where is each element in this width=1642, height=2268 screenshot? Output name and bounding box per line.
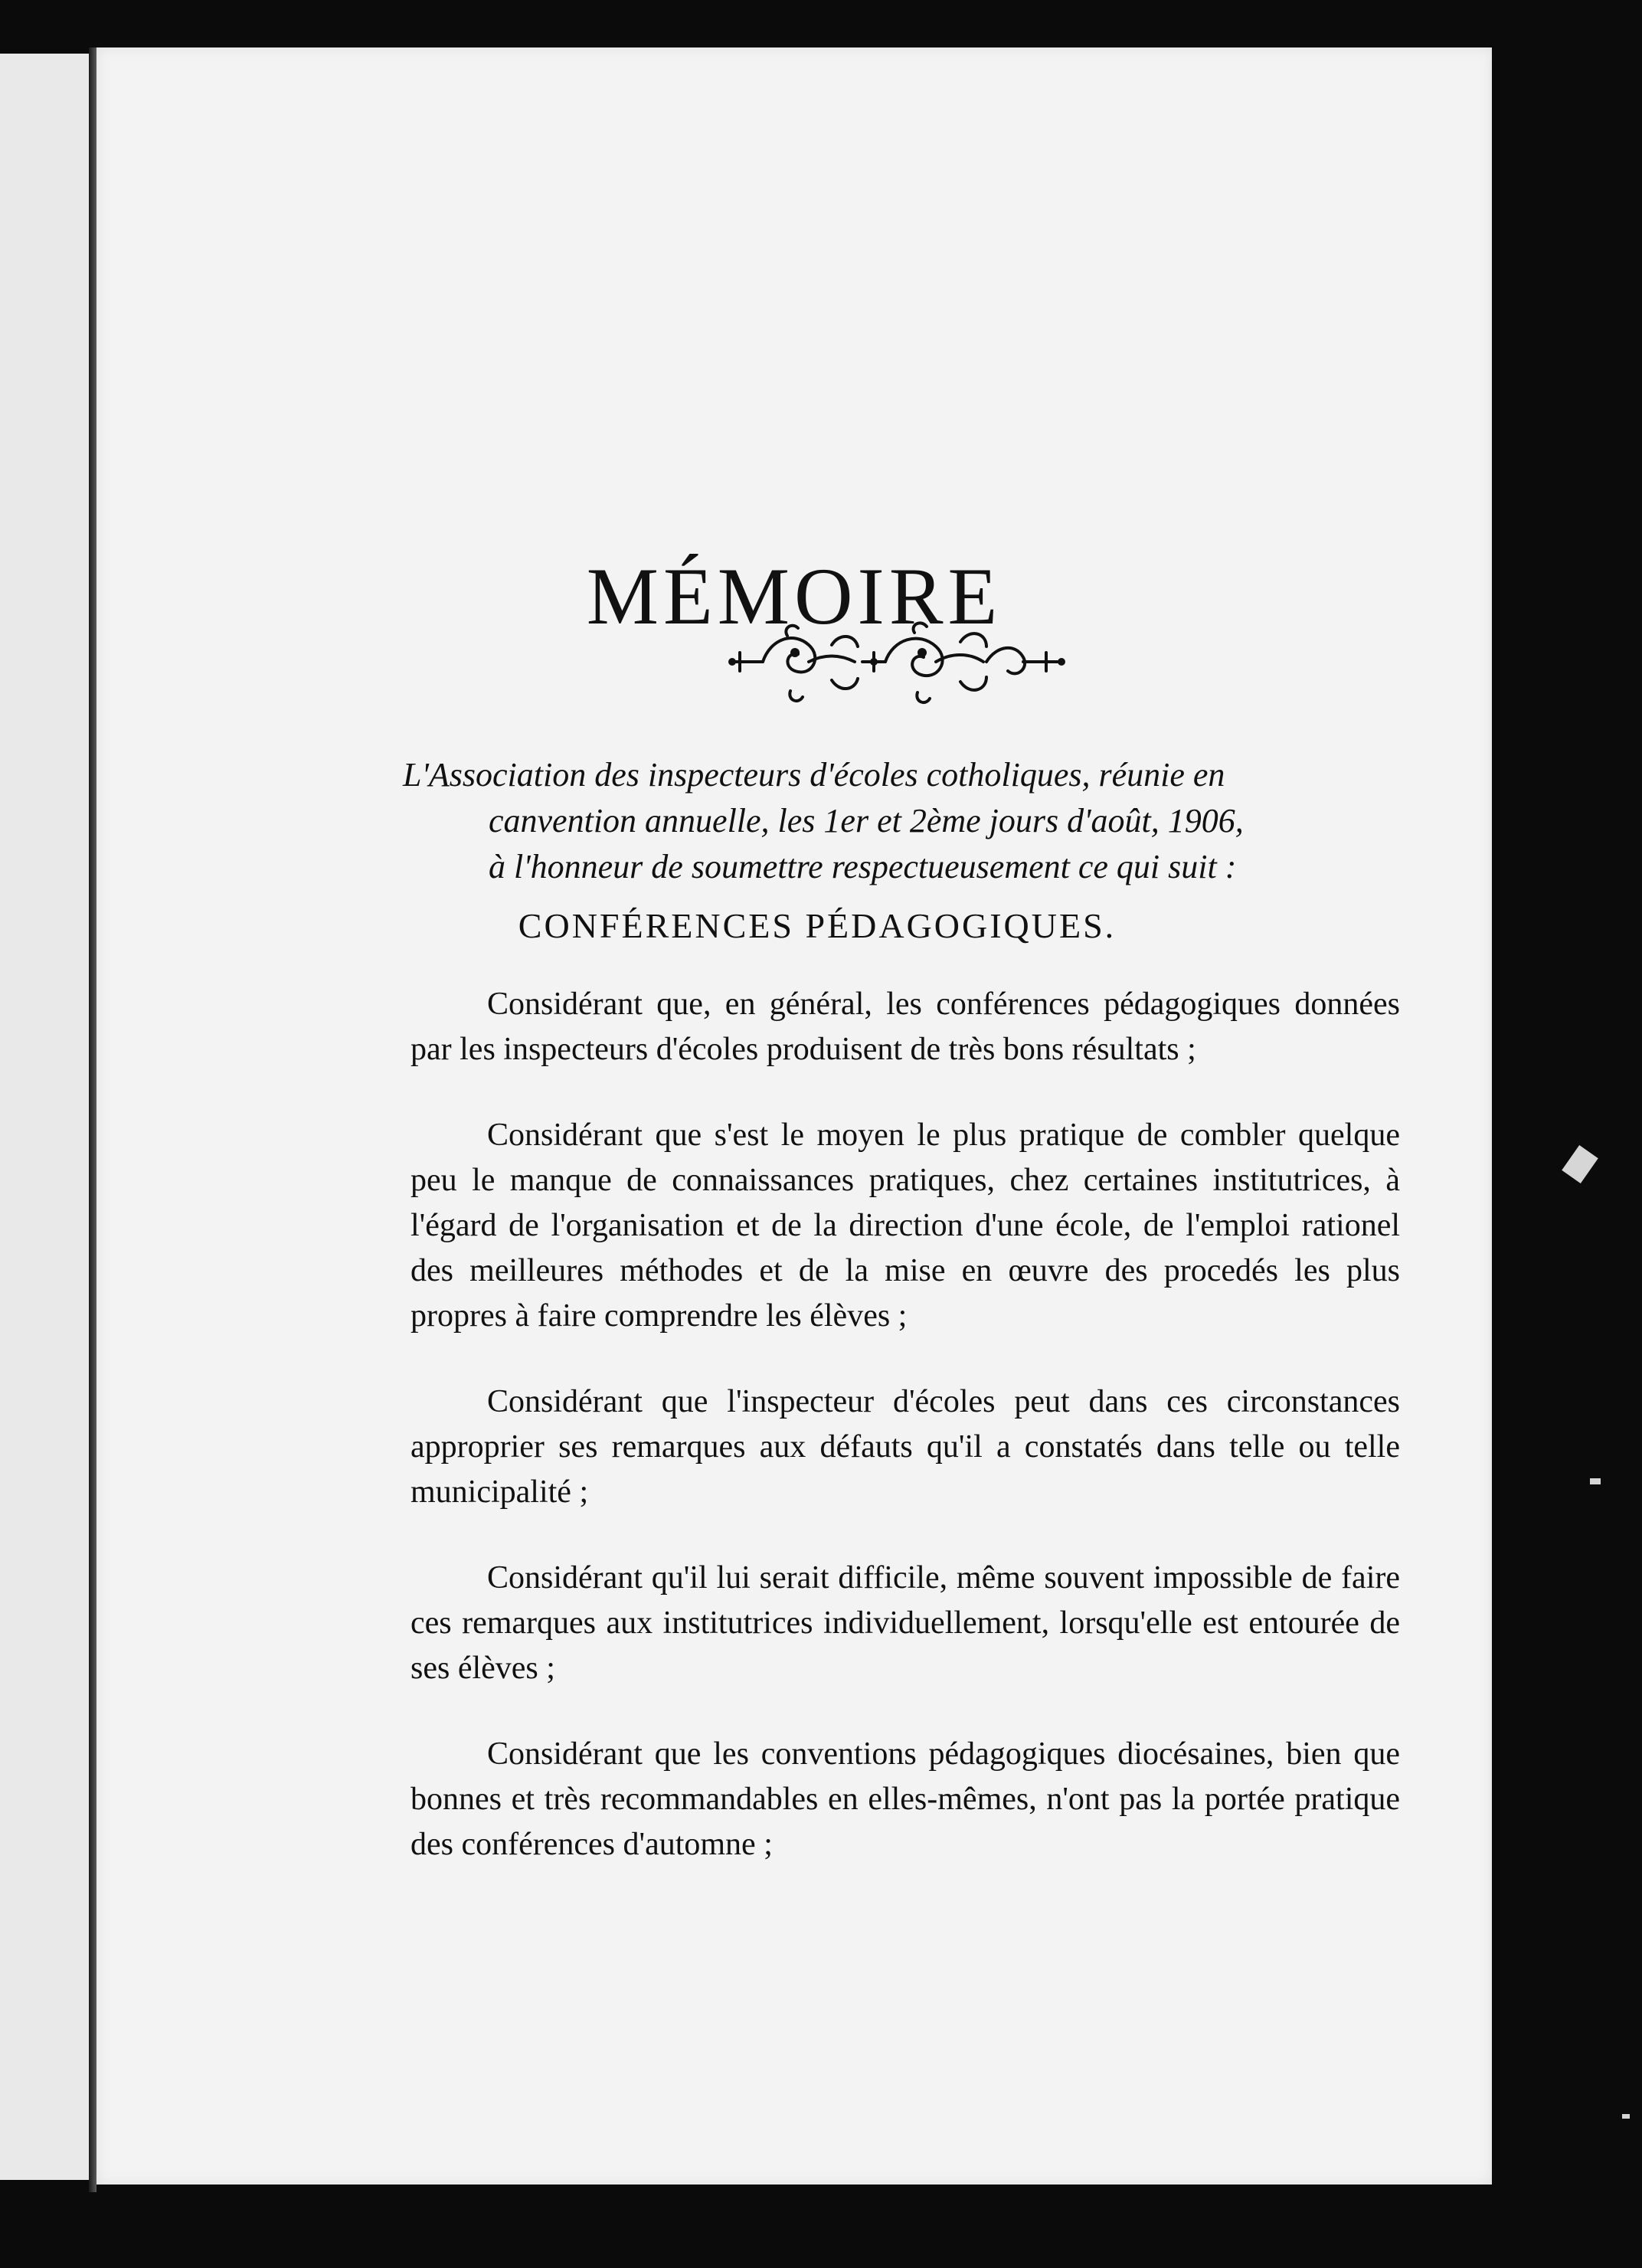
paragraph: Considérant que les conventions pédagogiques diocésaines, bien que bonnes et très recommandables en elles-mêmes, n'ont pas la portée pratique des conférences d'automne ; [410,1736,1400,1862]
paragraph: Considérant que l'inspecteur d'écoles peut dans ces circonstances approprier ses remarques aux défauts qu'il a constatés dans telle ou telle municipalité ; [410,1384,1400,1510]
page-gutter [89,47,96,2192]
paragraph: Considérant que s'est le moyen le plus pratique de combler quelque peu le manque de connaissances pratiques, chez certaines institutrices, à l'égard de l'organisation et de la direction d'une école, de l'emploi rationel des meilleures méthodes et de la mise en œuvre des procedés les plus propres à faire comprendre les élèves ; [410,1118,1400,1334]
intro-line: à l'honneur de soumettre respectueusement ce qui suit : [489,848,1237,885]
left-page-edge [0,54,91,2180]
scan-speck [1562,1145,1598,1183]
scan-speck [1622,2114,1630,2119]
page-title: MÉMOIRE [586,551,1003,642]
paragraph: Considérant qu'il lui serait difficile, même souvent impossible de faire ces remarques aux institutrices individuellement, lorsqu'elle est entourée de ses élèves ; [410,1560,1400,1686]
intro-line: canvention annuelle, les 1er et 2ème jours d'août, 1906, [489,802,1244,839]
paragraph: Considérant que, en général, les conférences pédagogiques données par les inspecteurs d'écoles produisent de très bons résultats ; [410,987,1400,1067]
document-page [96,47,1492,2185]
intro-statement [403,752,1414,890]
document-body [410,982,1400,1908]
intro-line: L'Association des inspecteurs d'écoles cotholiques, réunie en [403,756,1225,794]
scan-speck [1590,1478,1601,1484]
decorative-scroll-ornament-icon [717,619,1077,709]
scan-margin [1492,0,1642,2268]
section-heading: CONFÉRENCES PÉDAGOGIQUES. [518,906,1117,945]
